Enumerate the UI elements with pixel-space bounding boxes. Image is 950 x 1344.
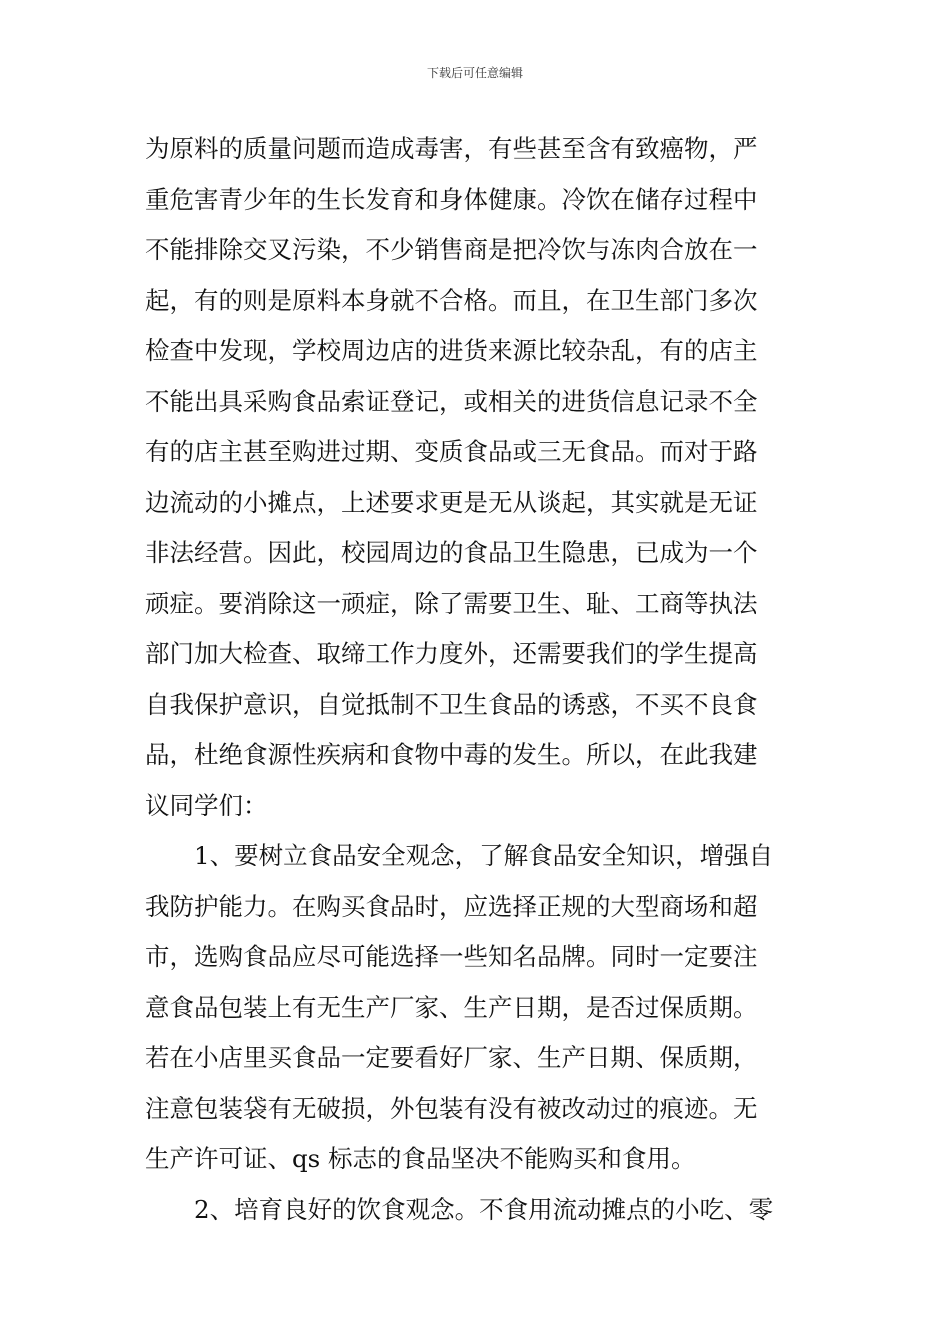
text-line: 非法经营。因此，校园周边的食品卫生隐患，已成为一个 <box>145 538 758 567</box>
text-line: 部门加大检查、取缔工作力度外，还需要我们的学生提高 <box>145 639 758 668</box>
text-line: 有的店主甚至购进过期、变质食品或三无食品。而对于路 <box>145 437 758 466</box>
text-line: 不能出具采购食品索证登记，或相关的进货信息记录不全 <box>145 386 758 416</box>
text-line: 1、要树立食品安全观念，了解食品安全知识，增强自 <box>194 841 774 870</box>
text-line: 我防护能力。在购买食品时，应选择正规的大型商场和超 <box>145 891 758 921</box>
text-line: 品，杜绝食源性疾病和食物中毒的发生。所以，在此我建 <box>145 740 758 769</box>
text-line: 边流动的小摊点，上述要求更是无从谈起，其实就是无证 <box>145 487 758 517</box>
text-line: 顽症。要消除这一顽症，除了需要卫生、耻、工商等执法 <box>145 588 758 618</box>
text-line: 重危害青少年的生长发育和身体健康。冷饮在储存过程中 <box>145 184 758 214</box>
text-line: 起，有的则是原料本身就不合格。而且，在卫生部门多次 <box>145 285 758 315</box>
text-line: 2、培育良好的饮食观念。不食用流动摊点的小吃、零 <box>194 1194 774 1224</box>
text-line: 生产许可证、qs 标志的食品坚决不能购买和食用。 <box>145 1144 696 1173</box>
text-line: 自我保护意识，自觉抵制不卫生食品的诱惑，不买不良食 <box>145 689 758 719</box>
text-line: 检查中发现，学校周边店的进货来源比较杂乱，有的店主 <box>145 336 758 365</box>
text-line: 市，选购食品应尽可能选择一些知名品牌。同时一定要注 <box>145 942 758 971</box>
text-line: 若在小店里买食品一定要看好厂家、生产日期、保质期， <box>145 1043 758 1072</box>
text-line: 注意包装袋有无破损，外包装有没有被改动过的痕迹。无 <box>145 1093 758 1123</box>
page-header: 下载后可任意编辑 <box>426 66 523 80</box>
text-line: 意食品包装上有无生产厂家、生产日期，是否过保质期。 <box>145 992 758 1022</box>
text-line: 不能排除交叉污染，不少销售商是把冷饮与冻肉合放在一 <box>145 235 758 264</box>
text-line: 议同学们： <box>145 790 268 820</box>
document-body <box>145 124 810 1235</box>
text-line: 为原料的质量问题而造成毒害，有些甚至含有致癌物，严 <box>145 134 758 163</box>
